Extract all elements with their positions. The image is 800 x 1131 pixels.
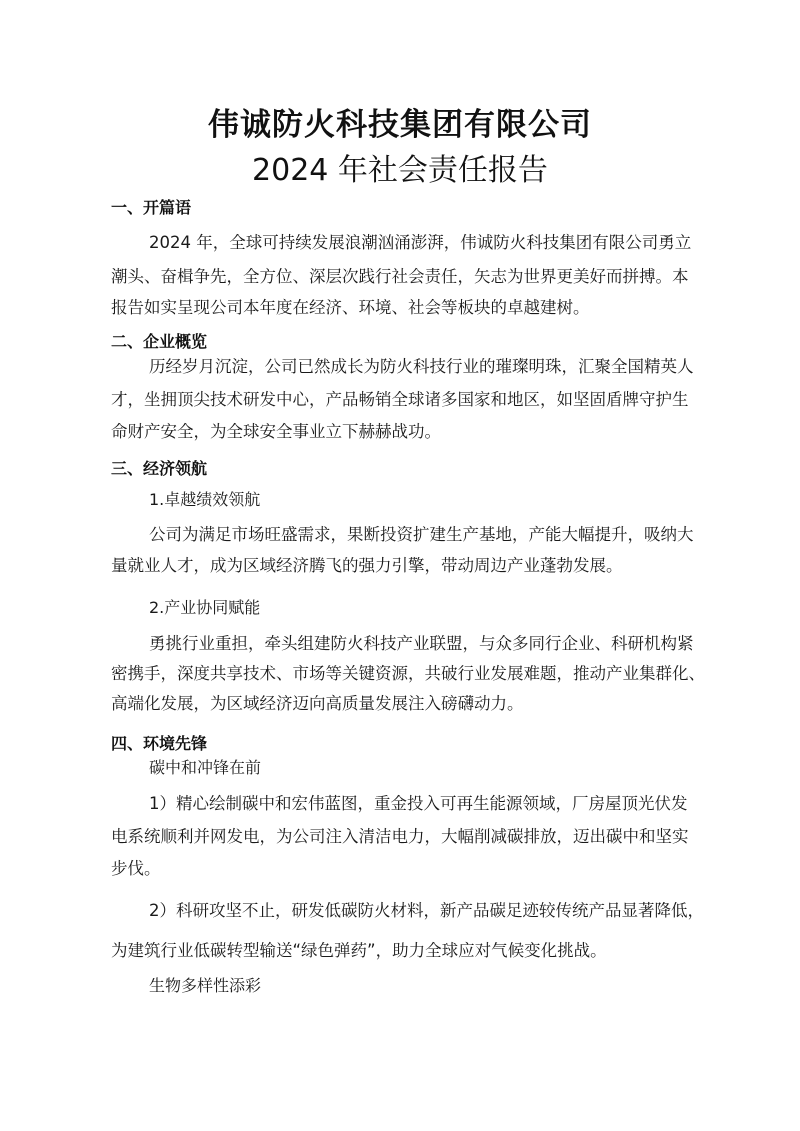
paragraph-line: 勇挑行业重担，牵头组建防火科技产业联盟，与众多同行企业、科研机构紧 <box>149 634 694 653</box>
subsection-heading: 生物多样性添彩 <box>149 976 262 995</box>
document-subtitle: 2024 年社会责任报告 <box>252 153 548 188</box>
section-heading-opening: 一、开篇语 <box>111 198 192 217</box>
section-heading-overview: 二、企业概览 <box>111 332 208 351</box>
paragraph-line: 为建筑行业低碳转型输送“绿色弹药”，助力全球应对气候变化挑战。 <box>111 941 607 960</box>
paragraph-line: 电系统顺利并网发电，为公司注入清洁电力，大幅削减碳排放，迈出碳中和坚实 <box>111 827 689 846</box>
document-title: 伟诚防火科技集团有限公司 <box>208 107 592 143</box>
paragraph-line: 步伐。 <box>111 859 161 878</box>
subsection-heading: 1.卓越绩效领航 <box>149 490 261 509</box>
paragraph-line: 公司为满足市场旺盛需求，果断投资扩建生产基地，产能大幅提升，吸纳大 <box>149 525 694 544</box>
paragraph-line: 密携手，深度共享技术、市场等关键资源，共破行业发展难题，推动产业集群化、 <box>111 664 705 683</box>
paragraph-line: 高端化发展，为区域经济迈向高质量发展注入磅礴动力。 <box>111 694 524 713</box>
section-heading-economy: 三、经济领航 <box>111 459 208 478</box>
subsection-heading: 2.产业协同赋能 <box>149 598 261 617</box>
paragraph-line: 命财产安全，为全球安全事业立下赫赫战功。 <box>111 422 441 441</box>
paragraph-line: 量就业人才，成为区域经济腾飞的强力引擎，带动周边产业蓬勃发展。 <box>111 556 623 575</box>
paragraph-line: 潮头、奋楫争先，全方位、深层次践行社会责任，矢志为世界更美好而拼搏。本 <box>111 267 689 286</box>
paragraph-line: 才，坐拥顶尖技术研发中心，产品畅销全球诸多国家和地区，如坚固盾牌守护生 <box>111 390 689 409</box>
section-heading-environment: 四、环境先锋 <box>111 734 208 753</box>
paragraph-line: 1）精心绘制碳中和宏伟蓝图，重金投入可再生能源领域，厂房屋顶光伏发 <box>149 794 688 813</box>
subsection-heading: 碳中和冲锋在前 <box>149 758 262 777</box>
paragraph-line: 报告如实呈现公司本年度在经济、环境、社会等板块的卓越建树。 <box>111 298 590 317</box>
paragraph-line: 2024 年，全球可持续发展浪潮汹涌澎湃，伟诚防火科技集团有限公司勇立 <box>149 233 692 252</box>
paragraph-line: 2）科研攻坚不止，研发低碳防火材料，新产品碳足迹较传统产品显著降低， <box>149 901 704 920</box>
paragraph-line: 历经岁月沉淀，公司已然成长为防火科技行业的璀璨明珠，汇聚全国精英人 <box>149 357 694 376</box>
